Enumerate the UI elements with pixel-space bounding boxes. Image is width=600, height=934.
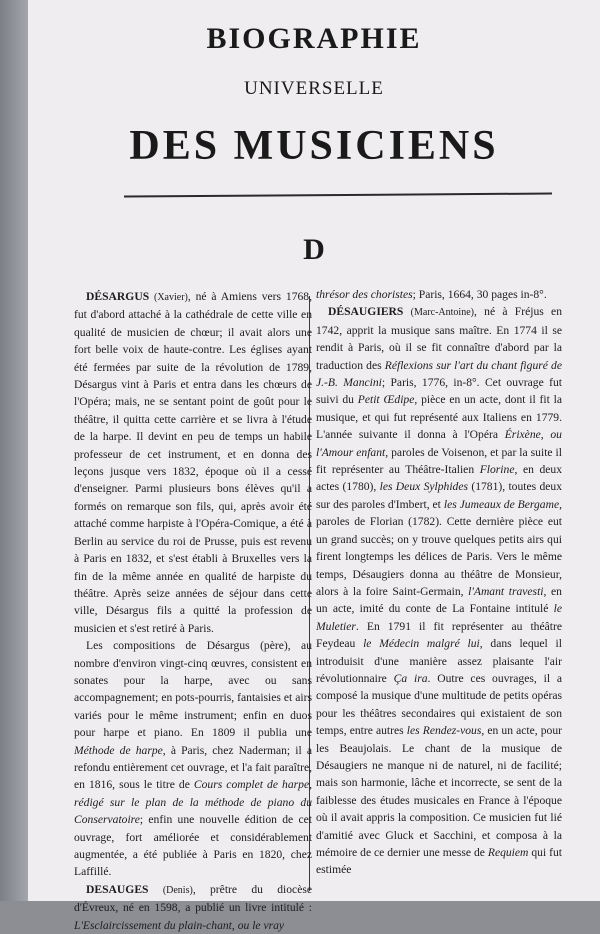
entry-text: , né à Amiens vers 1768, fut d'abord attaché à la cathédrale de cette ville en qualité de musicien de chœur; il avait alors une fort belle voix de haute-contre. Les églises ayant été fermées par suite de la révolution de 1789, Désargus vint à Paris et entra dans les chœurs de l'Opéra; mais, ne se sentant point de goût pour le théâtre, il quitta cette carrière et se livra à l'étude de la harpe. Il devint en peu de temps un habile professeur de cet instrument, et en donna des leçons jusque vers 1832, époque où il a cessé d'enseigner. Parmi plusieurs bons élèves qu'il a formés on remarque son fils, qui, après avoir été attaché comme harpiste à l'Opéra-Comique, a été à Berlin au service du roi de Prusse, puis est revenu à Paris en 1832, et s'est établi à Bruxelles vers la fin de la même année en qualité de harpiste du théâtre. Après seize années de séjour dans cette ville, Désargus fils a quitté la profession de musicien et s'est retiré à Paris. [74,290,312,635]
entry-text: , à Paris, chez Naderman; il a refondu entièrement cet ouvrage, et l'a fait paraître, en 1816, sous le titre de [74,743,312,792]
entry-first-name: (Xavier) [154,292,188,303]
entry-desargus [74,288,312,637]
title-line-2: UNIVERSELLE [244,78,384,99]
entry-text: , pièce en un acte, dont il fit la musique, et qui fut représenté aux Italiens en 1779. L'année suivante il donna à l'Opéra [316,393,562,442]
entry-text: ; Paris, 1776, in-8°. Cet ouvrage fut suivi du [316,376,562,407]
work-title: le Muletier [316,602,562,633]
entry-name: DÉSAUGIERS [328,305,404,319]
entry-text: , en deux actes (1780), [316,463,562,494]
work-title: Réflexions sur l'art du chant figuré de J.-B. Mancini [316,358,562,390]
entry-text: qui fut estimée [316,846,562,877]
entry-text: , prêtre du diocèse d'Évreux, né en 1598, a publié un livre intitulé : [74,882,313,915]
entry-text: , paroles de Voisenon, et par la suite il fit représenter au Théâtre-Italien [316,445,562,477]
work-title: Ça ira [393,671,428,685]
work-title: Florine [479,463,515,477]
entry-name: DÉSARGUS [86,290,150,303]
work-title: les Rendez-vous [406,724,482,738]
work-title: Érixène, ou l'Amour enfant [316,428,562,459]
entry-first-name: (Marc-Antoine) [410,307,474,319]
entry-text: ; enfin une nouvelle édition de cet ouvrage, fort améliorée et considérablement augmentée, a été publiée à Paris en 1820, chez Laffillé. [74,813,312,879]
work-title: thrésor des choristes [316,288,413,301]
work-title: Cours complet de harpe, rédigé sur le plan de la méthode de piano du Conservatoire [74,778,312,827]
work-title: Requiem [487,846,529,859]
work-title: Méthode de harpe [74,743,163,757]
entry-text: , paroles de Florian (1782). Cette dernière pièce eut un grand succès; on y trouve quelques petits airs qui firent longtemps les délices de Paris. Vers le même temps, Désaugiers donna au théâtre de Monsieur, alors à la foire Saint-Germain, [316,497,563,598]
entry-desauges-continued [316,286,562,303]
entry-text: . Outre ces ouvrages, il a composé la musique d'une multitude de petits opéras pour les théâtres secondaires qui existaient de son temps, entre autres [316,671,562,738]
entry-text: , en un acte, imité du conte de La Fontaine intitulé [316,584,562,616]
work-title: les Deux Sylphides [379,480,469,494]
entry-text: , né à Fréjus en 1742, apprit la musique sans maître. En 1774 il se rendit à Paris, où il se fit connaître d'abord par la traduction des [316,305,562,372]
entry-text: . En 1791 il fit représenter au théâtre Feydeau [316,619,562,651]
book-page [28,0,600,932]
book-gutter [0,0,28,901]
work-title: le Médecin malgré lui [363,637,480,651]
entry-name: DESAUGES [86,882,149,896]
entry-desargus-works [74,637,312,881]
entry-text: , dans lequel il introduisit d'une manière assez plaisante l'air révolutionnaire [316,637,562,685]
entry-desaugiers [316,303,562,878]
work-title: les Jumeaux de Bergame [443,497,560,511]
work-title: Petit Œdipe [357,393,415,407]
right-column [316,286,562,879]
left-column [74,288,312,934]
title-line-3: DES MUSICIENS [129,123,499,169]
entry-desauges [74,881,312,934]
work-title: L'Esclaircissement du plain-chant, ou le vray [74,918,285,932]
entry-first-name: (Denis) [162,884,193,896]
entry-text: ; Paris, 1664, 30 pages in-8°. [412,288,547,301]
work-title: l'Amant travesti [468,584,544,598]
entry-text: , en un acte, pour les Beaujolais. Le chant de la musique de Désaugiers ne manque ni de naturel, ni de facilité; mais son harmonie, lâche et incorrecte, se sent de la faiblesse des études musicales en France à l'époque où il avait appris la composition. Ce musicien fut lié d'amitié avec Gluck et Sacchini, et composa à la mémoire de ce dernier une messe de [316,724,563,859]
entry-text: (1781), toutes deux sur des paroles d'Imbert, et [316,480,562,511]
title-line-1: BIOGRAPHIE [206,22,422,55]
entry-text: Les compositions de Désargus (père), au nombre d'environ vingt-cinq œuvres, consistent en sonates pour la harpe, avec ou sans accompagnement; en pots-pourris, fantaisies et airs variés pour le même instrument; enfin en duos pour harpe et piano. En 1809 il publia une [74,639,312,740]
section-letter: D [303,233,325,266]
title-rule [124,193,552,198]
